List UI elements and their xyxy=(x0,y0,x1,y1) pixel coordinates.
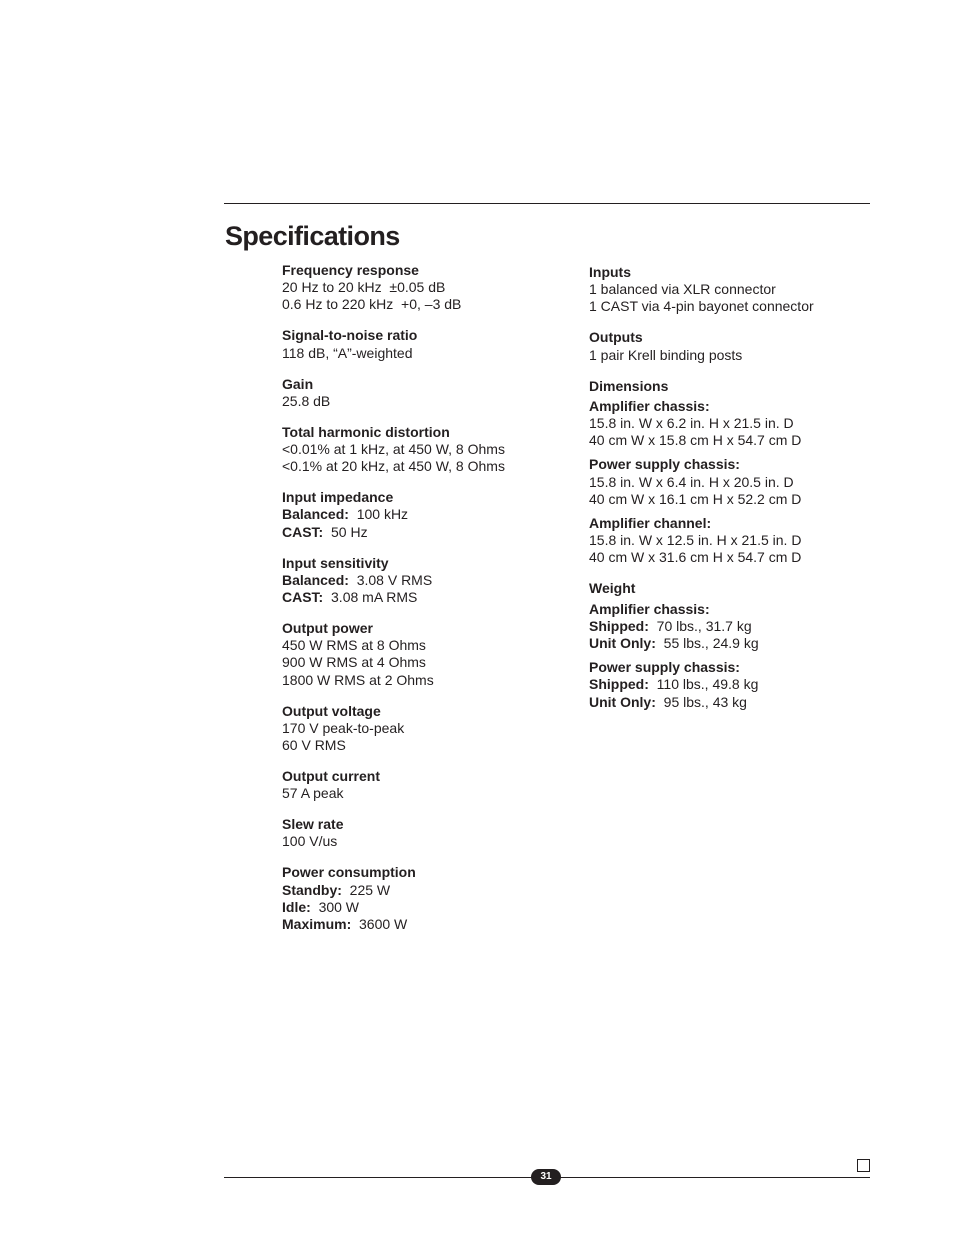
spec-line-label: Shipped: xyxy=(589,676,649,693)
spec-subsection xyxy=(589,398,889,450)
spec-line-value: 900 W RMS at 4 Ohms xyxy=(282,654,426,671)
spec-section xyxy=(589,264,889,316)
spec-line xyxy=(589,432,889,449)
page-title: Specifications xyxy=(225,221,400,251)
spec-line xyxy=(282,833,572,850)
spec-line-label: Standby: xyxy=(282,881,342,898)
spec-line-value: 300 W xyxy=(318,898,360,915)
spec-line xyxy=(589,415,889,432)
spec-line xyxy=(589,635,889,652)
spec-line-value: <0.1% at 20 kHz, at 450 W, 8 Ohms xyxy=(282,458,505,475)
spec-line xyxy=(282,637,572,654)
spec-line xyxy=(282,572,572,589)
spec-line-value: 1 pair Krell binding posts xyxy=(589,346,743,363)
spec-section xyxy=(589,378,889,567)
spec-line-value: 95 lbs., 43 kg xyxy=(663,693,747,710)
spec-line-value: 40 cm W x 15.8 cm H x 54.7 cm D xyxy=(589,432,802,449)
spec-line-value: 15.8 in. W x 6.2 in. H x 21.5 in. D xyxy=(589,415,794,432)
spec-line xyxy=(589,676,889,693)
spec-subsection-title: Amplifier chassis: xyxy=(589,397,710,414)
spec-line-value: 0.6 Hz to 220 kHz +0, –3 dB xyxy=(282,296,462,313)
spec-section xyxy=(282,376,572,410)
spec-subsection xyxy=(589,601,889,653)
spec-section xyxy=(589,580,889,710)
spec-line-value: 60 V RMS xyxy=(282,737,346,754)
spec-line-label: Idle: xyxy=(282,898,311,915)
spec-heading: Input impedance xyxy=(282,489,394,506)
top-rule xyxy=(224,203,870,204)
spec-line xyxy=(282,737,572,754)
spec-subsection xyxy=(589,456,889,508)
spec-section xyxy=(282,327,572,361)
spec-line xyxy=(282,393,572,410)
spec-section xyxy=(282,816,572,850)
spec-subsection xyxy=(589,659,889,711)
spec-line-value: 1 balanced via XLR connector xyxy=(589,281,776,298)
spec-line-value: 40 cm W x 31.6 cm H x 54.7 cm D xyxy=(589,549,802,566)
spec-section xyxy=(282,864,572,933)
spec-line-value: 100 kHz xyxy=(356,506,409,523)
spec-subsection-title: Power supply chassis: xyxy=(589,456,740,473)
spec-line-value: 110 lbs., 49.8 kg xyxy=(656,676,759,693)
spec-line xyxy=(589,694,889,711)
spec-line-value: 118 dB, “A”-weighted xyxy=(282,344,413,361)
spec-section xyxy=(282,768,572,802)
spec-line-value: 50 Hz xyxy=(331,523,368,540)
spec-line-value: 25.8 dB xyxy=(282,392,331,409)
spec-heading: Slew rate xyxy=(282,816,344,833)
spec-section xyxy=(282,489,572,541)
spec-line xyxy=(589,549,889,566)
spec-line-label: CAST: xyxy=(282,523,324,540)
spec-line xyxy=(282,345,572,362)
right-spec-column xyxy=(589,264,889,725)
spec-subsection-title: Amplifier channel: xyxy=(589,515,712,532)
spec-section xyxy=(589,329,889,363)
spec-line-label: CAST: xyxy=(282,589,324,606)
spec-line-value: 100 V/us xyxy=(282,833,338,850)
spec-section xyxy=(282,424,572,476)
spec-line xyxy=(589,347,889,364)
spec-line xyxy=(282,279,572,296)
spec-line xyxy=(282,524,572,541)
spec-line-value: 3.08 mA RMS xyxy=(331,589,418,606)
spec-line-value: 170 V peak-to-peak xyxy=(282,719,405,736)
spec-heading: Signal-to-noise ratio xyxy=(282,327,418,344)
spec-line xyxy=(282,458,572,475)
spec-heading: Gain xyxy=(282,375,314,392)
page-number-badge: 31 xyxy=(531,1169,561,1185)
spec-line xyxy=(282,672,572,689)
spec-heading: Total harmonic distortion xyxy=(282,423,450,440)
spec-heading: Dimensions xyxy=(589,377,669,394)
spec-line-value: 3600 W xyxy=(359,916,408,933)
spec-line-value: 1 CAST via 4-pin bayonet connector xyxy=(589,298,814,315)
spec-line xyxy=(589,474,889,491)
spec-heading: Input sensitivity xyxy=(282,554,389,571)
spec-heading: Output current xyxy=(282,768,380,785)
spec-line xyxy=(282,589,572,606)
spec-line-value: 1800 W RMS at 2 Ohms xyxy=(282,671,434,688)
spec-line-value: 15.8 in. W x 12.5 in. H x 21.5 in. D xyxy=(589,532,802,549)
spec-section xyxy=(282,262,572,314)
spec-heading: Output voltage xyxy=(282,702,381,719)
spec-heading: Output power xyxy=(282,620,373,637)
spec-heading: Inputs xyxy=(589,264,631,280)
spec-heading: Power consumption xyxy=(282,864,416,881)
spec-subsection-title: Power supply chassis: xyxy=(589,659,740,676)
spec-line-value: 70 lbs., 31.7 kg xyxy=(656,617,752,634)
spec-line-value: 225 W xyxy=(349,881,391,898)
spec-line xyxy=(589,298,889,315)
spec-line-label: Maximum: xyxy=(282,916,352,933)
spec-line-label: Unit Only: xyxy=(589,635,656,652)
spec-line xyxy=(282,296,572,313)
spec-line xyxy=(282,720,572,737)
spec-line xyxy=(589,281,889,298)
spec-line-value: 40 cm W x 16.1 cm H x 52.2 cm D xyxy=(589,490,802,507)
spec-line-value: 20 Hz to 20 kHz ±0.05 dB xyxy=(282,279,446,296)
spec-line xyxy=(589,618,889,635)
spec-line-value: 3.08 V RMS xyxy=(356,571,433,588)
spec-section xyxy=(282,703,572,755)
spec-line-value: 55 lbs., 24.9 kg xyxy=(663,635,759,652)
spec-heading: Frequency response xyxy=(282,262,419,278)
spec-section xyxy=(282,555,572,607)
spec-line-label: Balanced: xyxy=(282,506,349,523)
spec-section xyxy=(282,620,572,689)
spec-line-label: Unit Only: xyxy=(589,693,656,710)
spec-line xyxy=(589,491,889,508)
spec-line xyxy=(589,532,889,549)
spec-line-value: 15.8 in. W x 6.4 in. H x 20.5 in. D xyxy=(589,473,794,490)
spec-line-value: 450 W RMS at 8 Ohms xyxy=(282,637,426,654)
spec-heading: Outputs xyxy=(589,329,643,346)
spec-line-value: 57 A peak xyxy=(282,785,344,802)
spec-line-value: <0.01% at 1 kHz, at 450 W, 8 Ohms xyxy=(282,441,505,458)
spec-line xyxy=(282,506,572,523)
spec-line xyxy=(282,785,572,802)
spec-heading: Weight xyxy=(589,580,636,597)
spec-line xyxy=(282,882,572,899)
spec-line xyxy=(282,899,572,916)
spec-subsection-title: Amplifier chassis: xyxy=(589,600,710,617)
spec-subsection xyxy=(589,515,889,567)
spec-line-label: Balanced: xyxy=(282,571,349,588)
spec-line xyxy=(282,654,572,671)
spec-line xyxy=(282,441,572,458)
corner-box xyxy=(857,1159,870,1172)
spec-line xyxy=(282,916,572,933)
left-spec-column xyxy=(282,262,572,947)
spec-line-label: Shipped: xyxy=(589,617,649,634)
